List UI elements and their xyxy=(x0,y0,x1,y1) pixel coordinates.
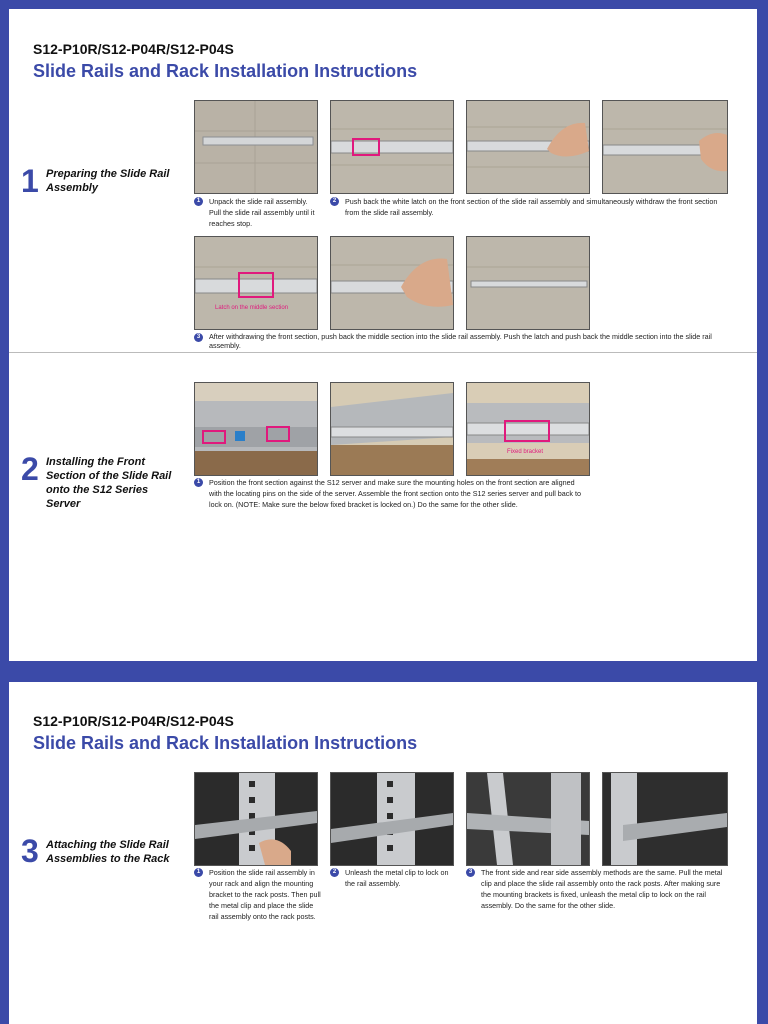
caption-number-badge: 1 xyxy=(194,478,203,487)
step-1-number: 1 xyxy=(21,163,39,199)
caption-text: Unleash the metal clip to lock on the rail assembly. xyxy=(345,868,449,888)
step-2-title: Installing the Front Section of the Slide Rail onto the S12 Series Server xyxy=(46,456,172,510)
caption-text: Position the slide rail assembly in your rack and align the mounting bracket to the rack posts. Then pull the metal clip and place the slide rail assembly onto the rack posts. xyxy=(209,868,321,921)
step-3-number: 3 xyxy=(21,833,39,869)
photo-fixed-bracket xyxy=(466,382,590,476)
caption-text: Position the front section against the S12 server and make sure the mounting holes on the front section are aligned with the locating pins on the side of the server. Assemble the front section onto the S12 series server and pull back to lock on. (NOTE: Make sure the below fixed bracket is locked on.) Do the same for the other slide. xyxy=(209,478,581,509)
step-2-caption-1 xyxy=(194,477,594,510)
step-3-caption-3 xyxy=(466,867,736,911)
photo-metal-clip xyxy=(330,772,454,866)
photo-rail-retracted xyxy=(466,236,590,330)
caption-text: Unpack the slide rail assembly. Pull the slide rail assembly until it reaches stop. xyxy=(209,197,315,228)
photo-front-removed xyxy=(602,100,728,194)
step-3-title: Attaching the Slide Rail Assemblies to the Rack xyxy=(46,839,170,865)
photo-front-section-mounted xyxy=(330,382,454,476)
page-title: Slide Rails and Rack Installation Instructions xyxy=(33,733,418,753)
step-1-caption-2 xyxy=(330,196,730,218)
step-2-number: 2 xyxy=(21,451,39,487)
step-3-caption-2 xyxy=(330,867,458,889)
caption-number-badge: 2 xyxy=(330,197,339,206)
photo-middle-latch xyxy=(194,236,318,330)
model-number: S12-P10R/S12-P04R/S12-P04S xyxy=(33,41,234,57)
model-number: S12-P10R/S12-P04R/S12-P04S xyxy=(33,713,234,729)
caption-number-badge: 1 xyxy=(194,197,203,206)
step-1-caption-3 xyxy=(194,332,734,350)
page-1 xyxy=(9,9,757,661)
step-3-caption-1 xyxy=(194,867,326,922)
photo-rack-align xyxy=(194,772,318,866)
section-divider xyxy=(9,352,757,353)
caption-text: The front side and rear side assembly methods are the same. Pull the metal clip and place the slide rail assembly onto the rack posts. After making sure the mounting brackets is fixed, unleash the metal clip to lock on the rail assembly. Do the same for the other slide. xyxy=(481,868,723,910)
caption-text: Push back the white latch on the front section of the slide rail assembly and simultaneously withdraw the front section from the slide rail assembly. xyxy=(345,197,718,217)
latch-label: Latch on the middle section xyxy=(215,305,289,311)
step-1-caption-1 xyxy=(194,196,324,229)
caption-number-badge: 3 xyxy=(194,333,203,342)
photo-white-latch xyxy=(330,100,454,194)
photo-server-side xyxy=(194,382,318,476)
caption-number-badge: 2 xyxy=(330,868,339,877)
photo-rail-unpacked xyxy=(194,100,318,194)
caption-number-badge: 3 xyxy=(466,868,475,877)
caption-number-badge: 1 xyxy=(194,868,203,877)
fixed-bracket-label: Fixed bracket xyxy=(507,449,544,455)
caption-text: After withdrawing the front section, push back the middle section into the slide rail assembly. Push the latch and push back the middle section into the slide rail assembly. xyxy=(209,332,712,350)
photo-withdraw-front xyxy=(466,100,590,194)
page-2 xyxy=(9,682,757,1024)
photo-push-middle xyxy=(330,236,454,330)
photo-other-slide xyxy=(602,772,728,866)
step-1-title: Preparing the Slide Rail Assembly xyxy=(46,168,170,194)
page-title: Slide Rails and Rack Installation Instructions xyxy=(33,61,418,81)
photo-rear-side xyxy=(466,772,590,866)
